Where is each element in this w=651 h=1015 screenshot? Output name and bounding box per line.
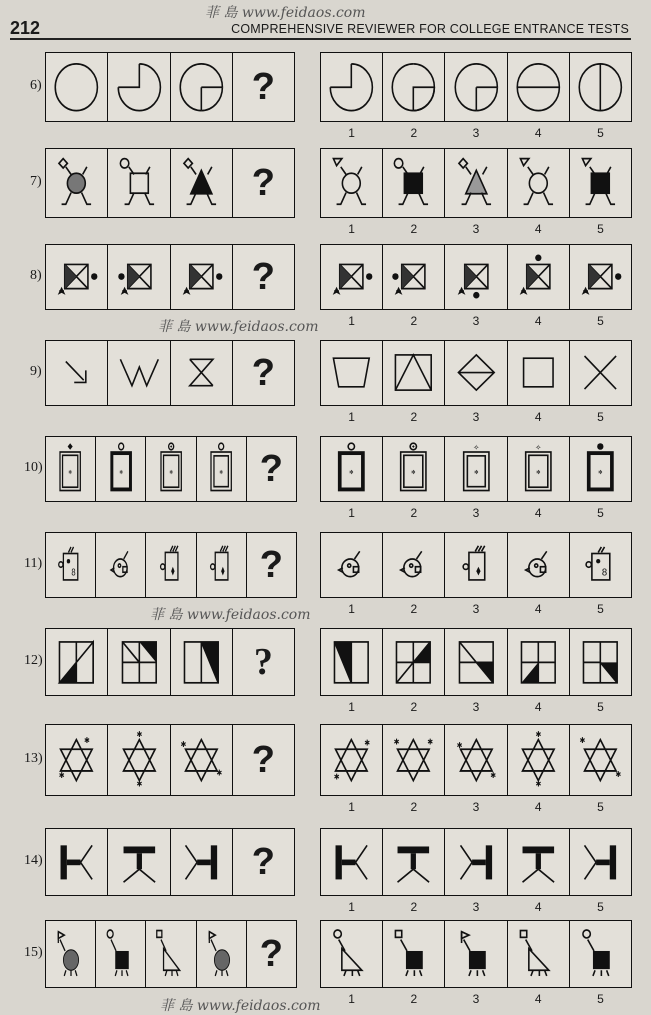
answer-option-1[interactable] [321, 53, 382, 140]
answer-option-2[interactable] [382, 533, 444, 616]
problem-strip-12 [45, 628, 295, 696]
option-number-label: 3 [472, 222, 480, 236]
question-number-12: 12) [24, 653, 43, 668]
answer-option-1[interactable] [321, 829, 382, 914]
question-mark: ? [253, 641, 273, 683]
missing-figure [232, 725, 294, 795]
svg-text:✻: ✻ [68, 471, 73, 477]
problem-figure-2 [107, 629, 169, 695]
option-number-label: 1 [348, 992, 355, 1006]
answer-option-5[interactable] [569, 829, 631, 914]
options-strip-14 [320, 828, 632, 914]
watermark-top: 菲 島 www.feidaos.com [205, 5, 366, 21]
option-number-label: 4 [534, 222, 542, 236]
option-number-label: 3 [472, 506, 480, 520]
svg-text:✱: ✱ [136, 779, 142, 789]
svg-text:✱: ✱ [334, 771, 340, 782]
option-number-label: 5 [597, 410, 604, 424]
page-number: 212 [10, 18, 41, 38]
running-header: COMPREHENSIVE REVIEWER FOR COLLEGE ENTRANCE TESTS [231, 22, 629, 36]
option-number-label: 2 [410, 800, 418, 814]
option-number-label: 4 [534, 900, 542, 914]
answer-option-2[interactable] [382, 629, 444, 714]
answer-option-2[interactable] [382, 725, 444, 814]
answer-option-2[interactable] [382, 829, 444, 914]
problem-strip-10 [45, 436, 297, 502]
answer-option-4[interactable] [507, 437, 569, 520]
option-number-label: 4 [534, 314, 542, 328]
answer-option-1[interactable] [321, 341, 382, 424]
problem-strip-6 [45, 52, 295, 122]
question-mark: ? [251, 255, 275, 298]
problem-figure-1 [46, 245, 107, 309]
svg-text:✻: ✻ [349, 470, 354, 477]
problem-figure-4 [196, 437, 246, 501]
question-number-14: 14) [24, 853, 43, 868]
answer-option-1[interactable] [321, 725, 382, 814]
svg-text:✱: ✱ [394, 736, 400, 747]
answer-option-4[interactable] [507, 533, 569, 616]
question-number-6: 6) [30, 78, 42, 93]
question-mark: ? [251, 840, 275, 883]
option-number-label: 1 [348, 700, 355, 714]
problem-strip-14 [45, 828, 295, 896]
option-number-label: 4 [534, 800, 542, 814]
missing-figure [232, 341, 294, 405]
problem-figure-3 [170, 829, 232, 895]
svg-text:✻: ✻ [119, 471, 123, 477]
problem-figure-2 [107, 829, 169, 895]
answer-option-2[interactable] [382, 245, 444, 328]
option-number-label: 5 [597, 700, 604, 714]
problem-figure-3 [145, 437, 195, 501]
question-number-11: 11) [24, 556, 43, 571]
option-number-label: 3 [472, 602, 480, 616]
options-strip-15 [320, 920, 632, 1006]
option-number-label: 3 [472, 126, 480, 140]
answer-option-5[interactable] [569, 245, 631, 328]
question-number-10: 10) [24, 460, 43, 475]
option-number-label: 4 [534, 506, 542, 520]
options-strip-10 [320, 436, 632, 520]
question-number-8: 8) [30, 268, 42, 283]
option-number-label: 3 [472, 900, 480, 914]
problem-figure-1 [46, 725, 107, 795]
problem-strip-8 [45, 244, 295, 310]
missing-figure [246, 533, 296, 597]
answer-option-3[interactable] [444, 533, 506, 616]
problem-figure-1 [46, 149, 107, 217]
answer-option-2[interactable] [382, 341, 444, 424]
option-number-label: 2 [410, 314, 418, 328]
question-mark: ? [251, 161, 275, 204]
question-number-15: 15) [24, 945, 43, 960]
svg-text:✧: ✧ [535, 443, 542, 453]
option-number-label: 2 [410, 506, 418, 520]
problem-figure-4 [196, 921, 246, 987]
problem-figure-3 [145, 533, 195, 597]
problem-figure-3 [170, 341, 232, 405]
options-strip-8 [320, 244, 632, 328]
option-number-label: 2 [410, 410, 418, 424]
option-number-label: 5 [597, 992, 604, 1006]
problem-strip-7 [45, 148, 295, 218]
svg-text:✱: ✱ [84, 735, 91, 746]
svg-text:✻: ✻ [411, 470, 417, 477]
watermark-mid-1: 菲 島 www.feidaos.com [158, 319, 319, 335]
question-mark: ? [259, 447, 284, 490]
question-mark: ? [251, 65, 275, 108]
svg-text:8: 8 [601, 567, 608, 580]
question-number-9: 9) [30, 364, 42, 379]
answer-option-1[interactable] [321, 533, 382, 616]
option-number-label: 3 [472, 410, 480, 424]
answer-option-2[interactable] [382, 921, 444, 1006]
missing-figure [232, 245, 294, 309]
svg-text:✱: ✱ [456, 740, 463, 751]
answer-option-3[interactable] [444, 245, 506, 328]
problem-figure-3 [170, 149, 232, 217]
problem-strip-9 [45, 340, 295, 406]
svg-text:✱: ✱ [489, 770, 496, 781]
problem-figure-1 [46, 829, 107, 895]
options-strip-12 [320, 628, 632, 714]
answer-option-3[interactable] [444, 149, 506, 236]
option-number-label: 3 [472, 992, 480, 1006]
problem-figure-3 [170, 53, 232, 121]
problem-strip-13 [45, 724, 295, 796]
problem-figure-2 [107, 149, 169, 217]
option-number-label: 1 [348, 602, 355, 616]
answer-option-4[interactable] [507, 53, 569, 140]
watermark-mid-2: 菲 島 www.feidaos.com [150, 607, 311, 623]
problem-figure-2 [107, 245, 169, 309]
svg-text:✱: ✱ [364, 738, 371, 748]
missing-figure [232, 149, 294, 217]
answer-option-1[interactable] [321, 437, 382, 520]
question-mark: ? [259, 932, 284, 975]
missing-figure [246, 921, 296, 987]
options-strip-11 [320, 532, 632, 616]
answer-option-5[interactable] [569, 437, 631, 520]
options-strip-9 [320, 340, 632, 424]
problem-figure-4 [196, 533, 246, 597]
option-number-label: 1 [348, 222, 355, 236]
svg-text:✱: ✱ [535, 779, 542, 789]
option-number-label: 5 [597, 900, 604, 914]
svg-text:✱: ✱ [216, 768, 222, 778]
problem-figure-3 [170, 629, 232, 695]
answer-option-3[interactable] [444, 829, 506, 914]
answer-option-1[interactable] [321, 149, 382, 236]
svg-text:✻: ✻ [535, 470, 541, 477]
svg-text:✱: ✱ [180, 739, 187, 749]
option-number-label: 5 [597, 222, 604, 236]
options-strip-6 [320, 52, 632, 140]
problem-figure-2 [107, 341, 169, 405]
answer-option-5[interactable] [569, 629, 631, 714]
problem-figure-1 [46, 341, 107, 405]
missing-figure [232, 629, 294, 695]
problem-figure-2 [95, 533, 145, 597]
problem-figure-2 [95, 437, 145, 501]
answer-option-4[interactable] [507, 921, 569, 1006]
answer-option-5[interactable] [569, 533, 631, 616]
answer-option-4[interactable] [507, 341, 569, 424]
answer-option-1[interactable] [321, 629, 382, 714]
header-rule [10, 38, 631, 40]
question-number-7: 7) [30, 174, 42, 189]
option-number-label: 4 [534, 410, 542, 424]
answer-option-4[interactable] [507, 829, 569, 914]
option-number-label: 1 [348, 506, 355, 520]
problem-strip-11 [45, 532, 297, 598]
answer-option-5[interactable] [569, 341, 631, 424]
option-number-label: 2 [410, 700, 418, 714]
problem-figure-1 [46, 437, 95, 501]
option-number-label: 4 [534, 126, 542, 140]
problem-strip-15 [45, 920, 297, 988]
answer-option-1[interactable] [321, 921, 382, 1006]
svg-text:✱: ✱ [615, 769, 622, 779]
svg-text:✱: ✱ [427, 736, 434, 747]
option-number-label: 5 [597, 506, 604, 520]
answer-option-1[interactable] [321, 245, 382, 328]
answer-option-5[interactable] [569, 149, 631, 236]
option-number-label: 1 [348, 410, 355, 424]
option-number-label: 2 [410, 900, 418, 914]
option-number-label: 2 [410, 126, 418, 140]
problem-figure-3 [170, 725, 232, 795]
option-number-label: 4 [534, 992, 542, 1006]
answer-option-2[interactable] [382, 149, 444, 236]
answer-option-4[interactable] [507, 725, 569, 814]
svg-text:✻: ✻ [169, 471, 173, 477]
svg-text:✱: ✱ [535, 729, 542, 740]
problem-figure-1 [46, 921, 95, 987]
question-mark: ? [251, 351, 275, 394]
answer-option-3[interactable] [444, 53, 506, 140]
svg-text:✱: ✱ [59, 770, 65, 781]
answer-option-5[interactable] [569, 921, 631, 1006]
answer-option-5[interactable] [569, 53, 631, 140]
problem-figure-1 [46, 53, 107, 121]
option-number-label: 4 [534, 602, 542, 616]
answer-option-4[interactable] [507, 629, 569, 714]
option-number-label: 1 [348, 900, 355, 914]
answer-option-3[interactable] [444, 725, 506, 814]
option-number-label: 1 [348, 126, 355, 140]
question-number-13: 13) [24, 751, 43, 766]
option-number-label: 3 [472, 800, 480, 814]
question-mark: ? [251, 738, 275, 781]
problem-figure-3 [170, 245, 232, 309]
answer-option-4[interactable] [507, 149, 569, 236]
option-number-label: 4 [534, 700, 542, 714]
option-number-label: 5 [597, 314, 604, 328]
answer-option-3[interactable] [444, 437, 506, 520]
answer-option-3[interactable] [444, 921, 506, 1006]
options-strip-13 [320, 724, 632, 814]
svg-text:✻: ✻ [598, 470, 603, 477]
option-number-label: 2 [410, 992, 418, 1006]
svg-text:✧: ✧ [472, 443, 480, 453]
problem-figure-1 [46, 533, 95, 597]
option-number-label: 5 [597, 800, 604, 814]
option-number-label: 5 [597, 126, 604, 140]
svg-text:✱: ✱ [136, 729, 142, 740]
answer-option-2[interactable] [382, 437, 444, 520]
answer-option-2[interactable] [382, 53, 444, 140]
problem-figure-2 [95, 921, 145, 987]
answer-option-5[interactable] [569, 725, 631, 814]
option-number-label: 5 [597, 602, 604, 616]
option-number-label: 3 [472, 314, 480, 328]
svg-text:✻: ✻ [219, 471, 223, 477]
svg-text:8: 8 [71, 567, 77, 579]
missing-figure [232, 829, 294, 895]
missing-figure [232, 53, 294, 121]
answer-option-4[interactable] [507, 245, 569, 328]
answer-option-3[interactable] [444, 341, 506, 424]
svg-text:✦: ✦ [169, 445, 173, 452]
options-strip-7 [320, 148, 632, 236]
option-number-label: 1 [348, 314, 355, 328]
svg-text:✱: ✱ [579, 735, 586, 746]
answer-option-3[interactable] [444, 629, 506, 714]
missing-figure [246, 437, 296, 501]
problem-figure-2 [107, 53, 169, 121]
option-number-label: 2 [410, 602, 418, 616]
watermark-bottom: 菲 島 www.feidaos.com [160, 998, 321, 1014]
question-mark: ? [259, 543, 284, 586]
problem-figure-1 [46, 629, 107, 695]
problem-figure-2 [107, 725, 169, 795]
problem-figure-3 [145, 921, 195, 987]
option-number-label: 3 [472, 700, 480, 714]
svg-text:✦: ✦ [411, 445, 417, 452]
option-number-label: 2 [410, 222, 418, 236]
svg-text:✻: ✻ [473, 470, 479, 477]
option-number-label: 1 [348, 800, 355, 814]
